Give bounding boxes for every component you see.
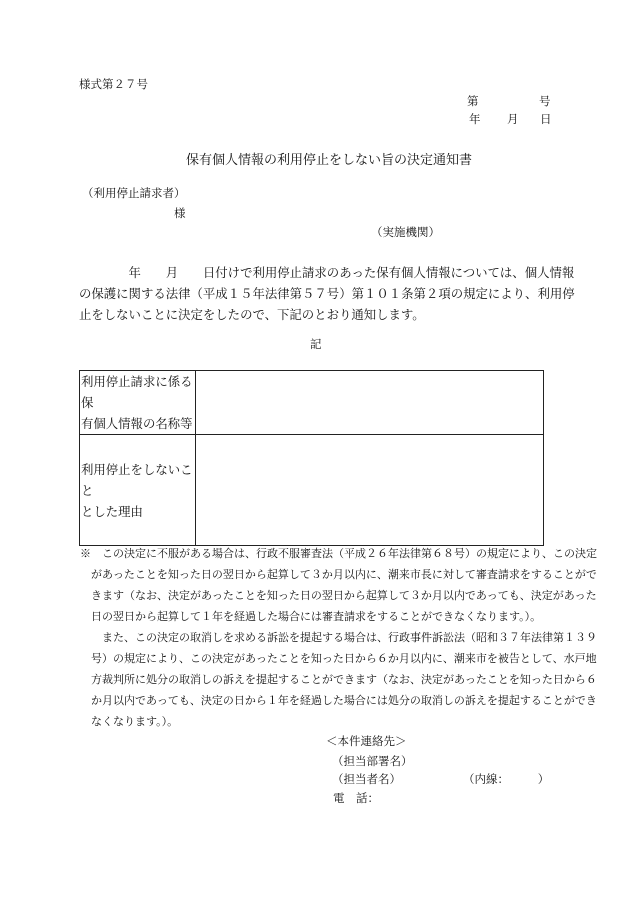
notes-section (80, 543, 597, 732)
note-line: 日の翌日から起算して１年を経過した場合には審査請求をすることができなくなります。）。 (80, 610, 542, 623)
table-row (80, 371, 544, 435)
note-line: があったことを知った日の翌日から起算して３か月以内に、潮来市長に対して審査請求をすることがで (80, 568, 597, 581)
doc-number-suffix: 号 (539, 94, 551, 108)
recipient-label: （利用停止請求者） (82, 186, 186, 200)
note-line: なくなります。）。 (80, 715, 179, 728)
note-line: か月以内であっても、決定の日から１年を経過した場合には処分の取消しの訴えを提起することができ (80, 694, 597, 707)
row-label: 利用停止請求に係る保 有個人情報の名称等 (80, 371, 196, 435)
note-line: また、この決定の取消しを求める訴訟を提起する場合は、行政事件訴訟法（昭和３７年法律第１３９ (80, 631, 597, 644)
contact-extension: （内線： ） (463, 772, 550, 786)
contact-dept: （担当部署名） (332, 754, 413, 768)
note-line: 号）の規定により、この決定があったことを知った日から６か月以内に、潮来市を被告として、水戸地 (80, 652, 597, 665)
contact-person: （担当者名） (332, 772, 401, 786)
contact-heading: ＜本件連絡先＞ (326, 734, 407, 748)
body-line: 年 月 日付けで利用停止請求のあった保有個人情報については、個人情報 (79, 265, 575, 280)
contact-phone: 電 話： (333, 791, 379, 805)
date-month: 月 (507, 112, 519, 126)
note-line: きます（なお、決定があったことを知った日の翌日から起算して３か月以内であっても、決定があった (80, 589, 597, 602)
note-line: 方裁判所に処分の取消しの訴えを提起することができます（なお、決定があったことを知った日から６ (80, 673, 597, 686)
row-value (195, 435, 543, 546)
recipient-honorific: 様 (174, 206, 186, 220)
body-line: の保護に関する法律（平成１５年法律第５７号）第１０１条第２項の規定により、利用停 (79, 286, 575, 301)
record-table (79, 370, 544, 546)
date-day: 日 (540, 112, 552, 126)
agency-label: （実施機関） (371, 225, 440, 239)
row-label: 利用停止をしないこと とした理由 (80, 435, 196, 546)
date-year: 年 (469, 112, 481, 126)
note-line: ※ この決定に不服がある場合は、行政不服審査法（平成２６年法律第６８号）の規定により、この決定 (80, 547, 597, 560)
body-paragraph (79, 262, 575, 325)
row-value (195, 371, 543, 435)
document-title: 保有個人情報の利用停止をしない旨の決定通知書 (186, 153, 473, 168)
ki-heading: 記 (310, 337, 322, 351)
doc-number-prefix: 第 (467, 94, 479, 108)
form-number: 様式第２７号 (79, 77, 148, 91)
table-row (80, 435, 544, 546)
body-line: 止をしないことに決定をしたので、下記のとおり通知します。 (79, 307, 425, 322)
